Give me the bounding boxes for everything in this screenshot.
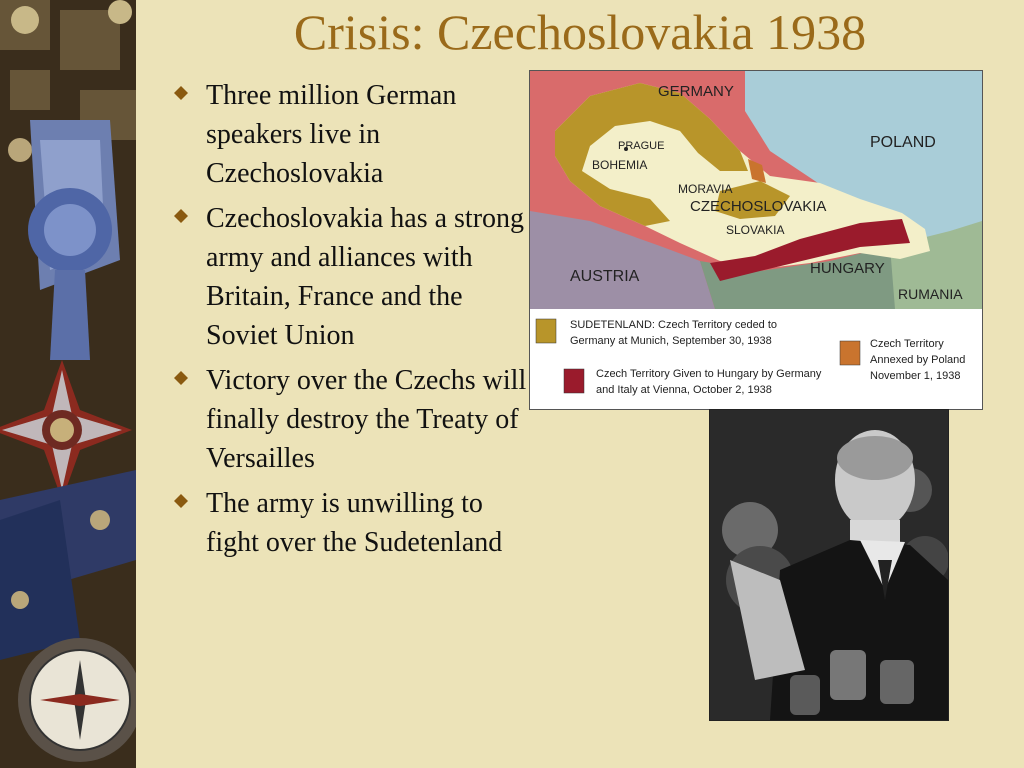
czechoslovakia-label: CZECHOSLOVAKIA	[690, 198, 827, 215]
bullet-text: The army is unwilling to fight over the Sudetenland	[206, 488, 503, 558]
bohemia-label: BOHEMIA	[592, 158, 648, 172]
bullet-item	[168, 199, 528, 355]
bullet-item	[168, 361, 528, 478]
bullet-list	[168, 76, 528, 568]
diamond-bullet-icon	[174, 494, 188, 508]
legend-hungary-line2: and Italy at Vienna, October 2, 1938	[596, 384, 772, 396]
hungary-label: HUNGARY	[810, 260, 885, 277]
poland-label: POLAND	[870, 134, 936, 151]
czechoslovakia-map	[529, 70, 983, 410]
legend-poland-line3: November 1, 1938	[870, 370, 961, 382]
slide-title: Crisis: Czechoslovakia 1938	[293, 4, 867, 60]
prague-label: PRAGUE	[618, 140, 665, 152]
hungary-annexed-swatch	[564, 369, 584, 393]
legend-sudetenland-line1: SUDETENLAND: Czech Territory ceded to	[570, 319, 778, 331]
chamberlain-photo	[709, 409, 949, 721]
slovakia-label: SLOVAKIA	[726, 223, 785, 237]
moravia-label: MORAVIA	[678, 182, 733, 196]
diamond-bullet-icon	[174, 209, 188, 223]
bullet-text: Czechoslovakia has a strong army and alliances with Britain, France and the Soviet Union	[206, 203, 525, 351]
legend-sudetenland-line2: Germany at Munich, September 30, 1938	[570, 335, 772, 347]
decorative-medal-strip	[0, 0, 136, 768]
austria-label: AUSTRIA	[570, 268, 640, 285]
diamond-bullet-icon	[174, 371, 188, 385]
rumania-label: RUMANIA	[898, 286, 963, 302]
bullet-item	[168, 76, 528, 193]
legend-hungary-line1: Czech Territory Given to Hungary by Germany	[596, 368, 822, 380]
poland-annexed-swatch	[840, 341, 860, 365]
bullet-text: Three million German speakers live in Czechoslovakia	[206, 80, 457, 189]
bullet-item	[168, 484, 528, 562]
sudetenland-swatch	[536, 319, 556, 343]
diamond-bullet-icon	[174, 86, 188, 100]
legend-poland-line2: Annexed by Poland	[870, 354, 966, 366]
germany-label: GERMANY	[658, 83, 734, 100]
legend-poland-line1: Czech Territory	[870, 338, 944, 350]
bullet-text: Victory over the Czechs will finally destroy the Treaty of Versailles	[206, 365, 527, 474]
